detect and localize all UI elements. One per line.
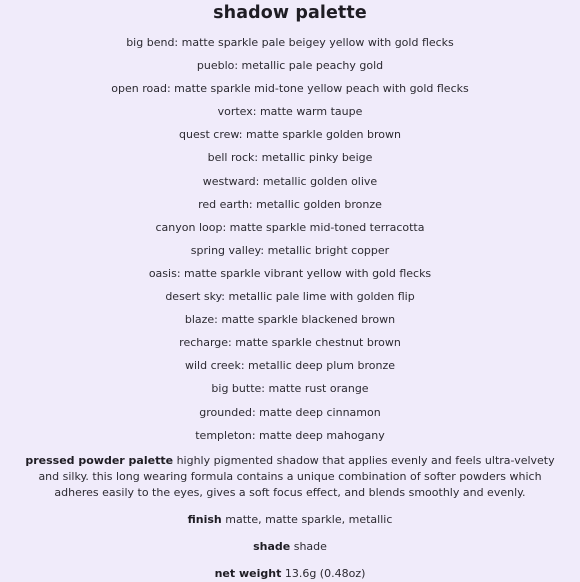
shade-item: templeton: matte deep mahogany xyxy=(195,428,385,442)
shade-item: quest crew: matte sparkle golden brown xyxy=(179,128,401,142)
shade-item: canyon loop: matte sparkle mid-toned terracotta xyxy=(155,220,425,234)
shade-item: pueblo: metallic pale peachy gold xyxy=(196,59,384,73)
shade-list xyxy=(22,31,558,447)
shade-item: oasis: matte sparkle vibrant yellow with gold flecks xyxy=(148,266,432,280)
shade-item: open road: matte sparkle mid-tone yellow peach with gold flecks xyxy=(111,82,469,96)
net-weight-value: 13.6g (0.48oz) xyxy=(281,566,366,580)
shade-item: big bend: matte sparkle pale beigey yellow with gold flecks xyxy=(126,36,454,49)
finish-line xyxy=(22,512,558,528)
finish-value: matte, matte sparkle, metallic xyxy=(221,512,393,526)
shade-label: shade xyxy=(253,539,291,553)
product-description xyxy=(22,453,558,501)
shade-item: desert sky: metallic pale lime with golden flip xyxy=(165,290,415,304)
finish-label: finish xyxy=(187,512,222,526)
shade-line xyxy=(22,539,558,555)
net-weight-label: net weight xyxy=(214,566,282,580)
shade-item: big butte: matte rust orange xyxy=(211,382,369,396)
shade-item: vortex: matte warm taupe xyxy=(217,105,363,119)
shade-item: blaze: matte sparkle blackened brown xyxy=(184,313,396,327)
shade-value: shade xyxy=(290,539,327,553)
page-title: shadow palette xyxy=(213,3,367,23)
shade-item: grounded: matte deep cinnamon xyxy=(199,405,381,419)
shade-item: westward: metallic golden olive xyxy=(202,174,378,188)
shade-item: wild creek: metallic deep plum bronze xyxy=(185,359,395,373)
shade-item: red earth: metallic golden bronze xyxy=(198,197,382,211)
shade-item: recharge: matte sparkle chestnut brown xyxy=(179,336,401,350)
description-label: pressed powder palette xyxy=(25,453,174,467)
net-weight-line xyxy=(22,566,558,582)
shade-item: spring valley: metallic bright copper xyxy=(190,243,390,257)
shade-item: bell rock: metallic pinky beige xyxy=(207,151,373,165)
description-text: highly pigmented shadow that applies evenly and feels ultra-velvety and silky. this long wearing formula contains a unique combination of softer powders which adheres easily to the eyes, gives a soft focus effect, and blends smoothly and evenly. xyxy=(38,453,555,499)
